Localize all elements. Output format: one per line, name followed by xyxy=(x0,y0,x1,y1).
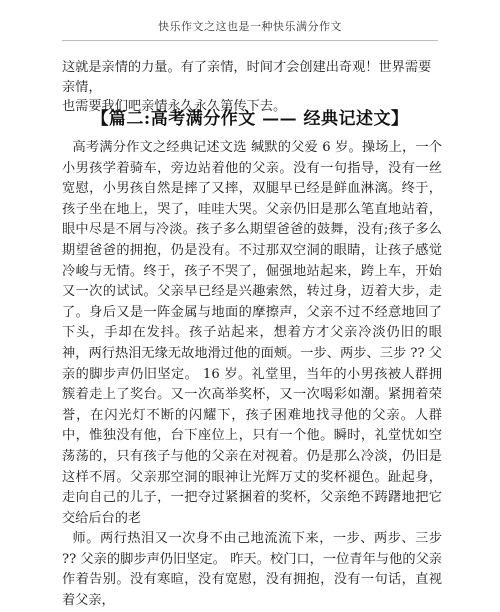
article-paragraph-2: 师。两行热泪又一次身不由己地流流下来，一步、两步、三步 ?? 父亲的脚步声仍旧坚定。 昨天。校门口，一位青年与他的父亲作着告别。没有寒暄，没有宽慰，没有拥抱，没有一句话，直视着父亲， xyxy=(62,531,442,609)
intro-line-1: 这就是亲情的力量。有了亲情，时间才会创建出奇观！世界需要亲情， xyxy=(62,60,432,95)
page-header: 快乐作文之这也是一种快乐满分作文 xyxy=(158,20,342,33)
intro-line-2: 也需要我们吧亲情永久永久第传下去。 xyxy=(62,99,287,114)
article-body xyxy=(62,138,442,612)
header-divider xyxy=(62,40,438,41)
section-title: 【篇二:高考满分作文 —— 经典记述文】 xyxy=(91,109,409,129)
article-paragraph-1: 高考满分作文之经典记述文选 缄默的父爱 6 岁。操场上，一个小男孩学着骑车，旁边站着他的父亲。没有一句指导，没有一丝宽慰，小男孩自然是摔了又摔，双腿早已经是鲜血淋漓。终于，孩子坐在地上，哭了，哇哇大哭。父亲仍旧是那么笔直地站着，眼中尽是不屑与冷淡。孩子多么期望爸爸的鼓舞，没有;孩子多么期望爸爸的拥抱，仍是没有。不过那双空洞的眼睛，让孩子感觉冷峻与无情。终于，孩子不哭了，倔强地站起来，跨上车，开始又一次的试试。父亲早已经是兴趣索然，转过身，迈着大步，走了。身后又是一阵金属与地面的摩擦声，父亲不过不经意地回了下头，手却在发抖。孩子站起来，想着方才父亲冷淡仍旧的眼神，两行热泪无缘无故地滑过他的面颊。一步、两步、三步 ?? 父亲的脚步声仍旧坚定。 16 岁。礼堂里，当年的小男孩被人群拥簇着走上了奖台。又一次高举奖杯，又一次喝彩如潮。紧拥着荣誉，在闪光灯不断的闪耀下，孩子困难地找寻他的父亲。人群中，惟独没有他，台下座位上，只有一个他。瞬时，礼堂忧如空荡荡的，只有孩子与他的父亲在对视着。仍是那么冷淡，仍旧是这样不屑。父亲那空洞的眼神让光辉万丈的奖杯褪色。趾起身，走向自己的儿子，一把夺过紧捆着的奖杯，父亲绝不踌躇地把它交给后台的老 xyxy=(62,140,442,526)
